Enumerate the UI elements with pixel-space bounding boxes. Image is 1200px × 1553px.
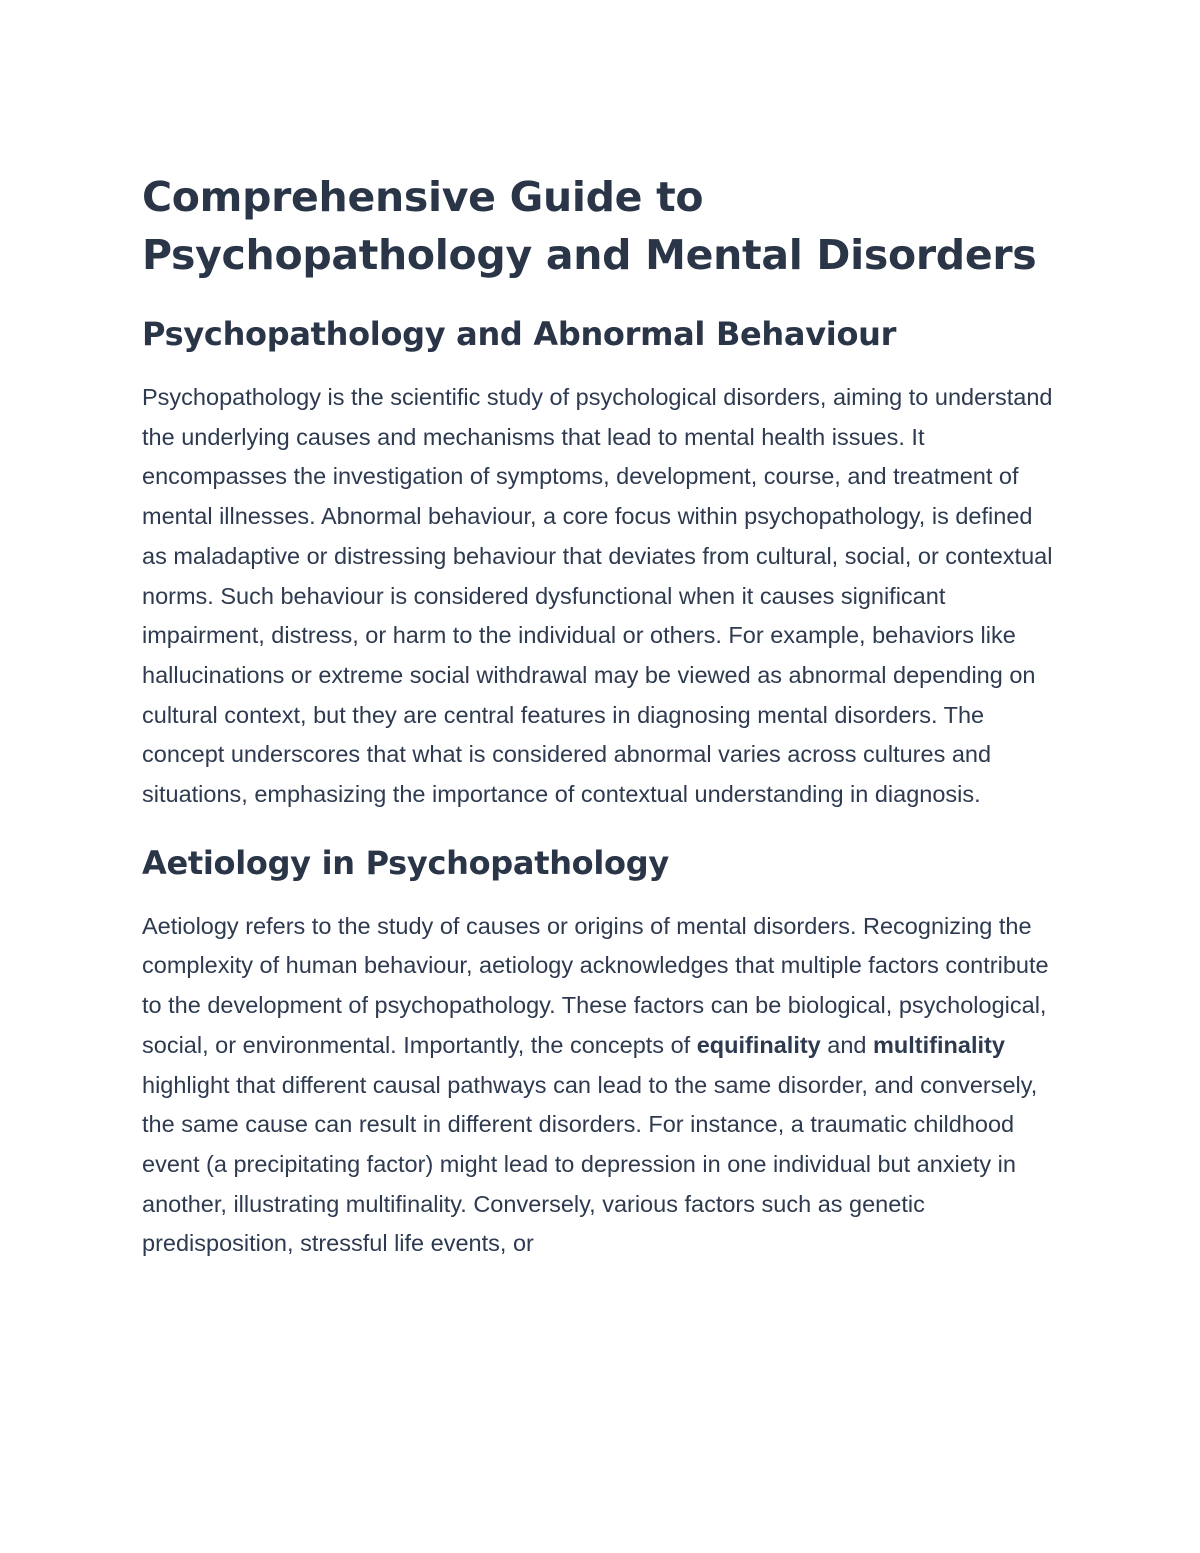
document-title: Comprehensive Guide to Psychopathology and Mental Disorders — [142, 173, 1037, 279]
paragraph-text-part-1: Aetiology refers to the study of causes or origins of mental disorders. Recognizing the complexity of human behaviour, aetiology acknowledges that multiple factors contribute to the development of psychopathology. These factors can be biological, psychological, social, or environmental. Importantly, the concepts of — [142, 912, 1049, 1058]
paragraph-text-part-3: highlight that different causal pathways can lead to the same disorder, and conversely, the same cause can result in different disorders. For instance, a traumatic childhood event (a precipitating factor) might lead to depression in one individual but anxiety in another, illustrating multifinality. Conversely, various factors such as genetic predisposition, stressful life events, or — [142, 1071, 1038, 1257]
section-heading-abnormal-behaviour: Psychopathology and Abnormal Behaviour — [142, 315, 897, 353]
section-heading-aetiology: Aetiology in Psychopathology — [142, 843, 669, 882]
section-paragraph-abnormal-behaviour: Psychopathology is the scientific study of psychological disorders, aiming to understand the underlying causes and mechanisms that lead to mental health issues. It encompasses the investigation of symptoms, development, course, and treatment of mental illnesses. Abnormal behaviour, a core focus within psychopathology, is defined as maladaptive or distressing behaviour that deviates from cultural, social, or contextual norms. Such behaviour is considered dysfunctional when it causes significant impairment, distress, or harm to the individual or others. For example, behaviors like hallucinations or extreme social withdrawal may be viewed as abnormal depending on cultural context, but they are central features in diagnosing mental disorders. The concept underscores that what is considered abnormal varies across cultures and situations, emphasizing the importance of contextual understanding in diagnosis. — [142, 384, 1053, 808]
paragraph-text-part-2: and — [820, 1031, 874, 1058]
section-paragraph-aetiology — [142, 907, 1062, 1264]
term-equifinality: equifinality — [696, 1031, 821, 1058]
document-page — [142, 168, 1062, 1264]
term-multifinality: multifinality — [873, 1031, 1005, 1058]
